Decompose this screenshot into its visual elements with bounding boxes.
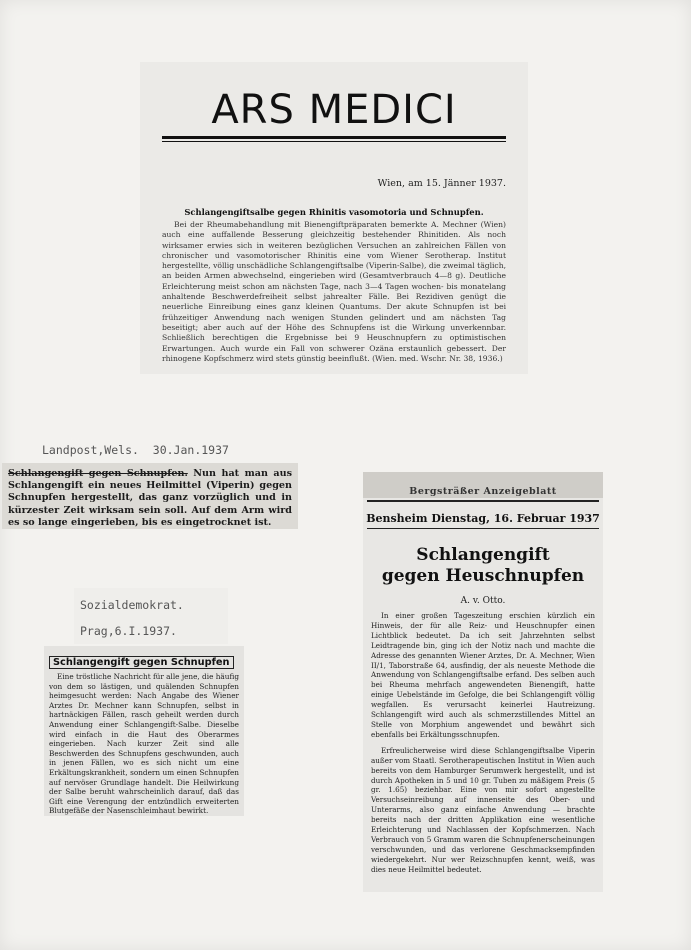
bergstraesser-paper-name: Bergsträßer Anzeigeblatt [363,472,603,498]
bergstraesser-author: A. v. Otto. [460,596,506,606]
sozialdemokrat-clipping [44,646,244,816]
landpost-text: Nun hat man aus Schlangengift ein neues Heilmittel (Viperin) gegen Schnupfen hergestellt, das ganz vorzüglich und in kürzester Zeit wirksam sein soll. Auf dem Arm wird es so lange eingerieben, bis es eingetrocknet ist. [8,468,292,528]
sozialdemokrat-header [74,588,228,644]
ars-medici-clipping [140,62,528,374]
landpost-lead: Schlangengift gegen Schnupfen. [8,468,188,479]
sozialdemokrat-body: Eine tröstliche Nachricht für alle jene, die häufig von dem so lästigen, und quälenden Schnupfen heimgesucht werden: Nach Angabe des Wiener Arztes Dr. Mechner kann Schnupfen, selbst in hartnäckigen Fällen, rasch geheilt werden durch Anwendung einer Schlangengift-Salbe. Dieselbe wird einfach in die Haut des Oberarmes eingerieben. Nach kurzer Zeit sind alle Beschwerden des Schnupfens geschwunden, auch in jenen Fällen, wo es sich nicht um eine Erkältungskrankheit, sondern um einen Schnupfen auf nervöser Grundlage handelt. Die Heilwirkung der Salbe beruht wahrscheinlich darauf, daß das Gift eine Verengung der entzündlich erweiterten Blutgefäße der Nasenschleimhaut bewirkt. [49,672,239,816]
masthead-rule [162,136,506,139]
bergstraesser-paragraph-1: In einer großen Tageszeitung erschien kürzlich ein Hinweis, der für alle Reiz- und Heuschnupfer einen Lichtblick bedeutet. Da ich seit Jahrzehnten selbst Leidtragende bin, ging ich der Notiz nach und machte die Adresse des genannten Wiener Arztes, Dr. A. Mechner, Wien II/1, Taborstraße 64, ausfindig, der als neueste Methode die Anwendung von Schlangengiftsalbe erfand. Des selben auch bei Rheuma mehrfach angewendeten Bienengift, hatte einige Uebelstände im Gefolge, die bei Schlangengift völlig wegfallen. Es verursacht keinerlei Hautreizung. Schlangengift wird auch als schmerzstillendes Mittel an Stelle von Morphium angewendet und bewährt sich ebenfalls bei Erkältungsschnupfen. [371,611,595,739]
bergstraesser-clipping [363,472,603,892]
masthead-rule-thin [162,141,506,142]
landpost-header: Landpost,Wels. 30.Jan.1937 [42,443,229,457]
bergstraesser-dateline: Bensheim Dienstag, 16. Februar 1937 [366,512,600,525]
sozialdemokrat-paper-name: Sozialdemokrat. [80,598,184,612]
ars-medici-article-body: Bei der Rheumabehandlung mit Bienengiftpräparaten bemerkte A. Mechner (Wien) auch eine auffallende Besserung gleichzeitig bestehender Rhinitiden. Als noch wirksamer erwies sich in weiteren bezüglichen Versuchen an zahlreichen Fällen von chronischer und vasomotorischer Rhinitis eine vom Wiener Serotherap. Institut hergestellte, völlig unschädliche Schlangengiftsalbe (Viperin-Salbe), die zweimal täglich, an beiden Armen abwechselnd, eingerieben wird (Gesamtverbrauch 4—8 g). Deutliche Erleichterung meist schon am nächsten Tage, nach 3—4 Tagen wochen- bis monatelang anhaltende Beschwerdefreiheit selbst jahrealter Fälle. Bei Rezidiven genügt die neuerliche Einreibung eines ganz kleinen Quantums. Der akute Schnupfen ist bei frühzeitiger Anwendung nach wenigen Stunden gelindert und am nächsten Tag beseitigt; aber auch auf der Höhe des Schnupfens ist die Wirkung unverkennbar. Schließlich berechtigen die Ergebnisse bei 9 Heuschnupfern zu optimistischen Erwartungen. Auch wurde ein Fall von schwerer Ozäna erstaunlich gebessert. Der rhinogene Kopfschmerz wird stets günstig beeinflußt. (Wien. med. Wschr. Nr. 38, 1936.) [162,220,506,363]
bergstraesser-rule [367,500,599,502]
bergstraesser-rule-thin [367,528,599,529]
headline-line-2: gegen Heuschnupfen [381,566,585,586]
bergstraesser-paragraph-2: Erfreulicherweise wird diese Schlangengiftsalbe Viperin außer vom Staatl. Serotherapeutischen Institut in Wien auch bereits von dem Hamburger Serumwerk hergestellt, und ist durch Apotheken in 5 und 10 gr. Tuben zu mäßigem Preis (5 gr. 1.65) beziehbar. Eine von mir sofort angestellte Versuchseinreibung auf innenseite des Ober- und Unterarms, also ganz einfache Anwendung — brachte bereits nach der dritten Applikation eine wesentliche Erleichterung und Nachlassen der Kopfschmerzen. Nach Verbrauch von 5 Gramm waren die Schnupfenerscheinungen verschwunden, und das verlorene Geschmacksempfinden wiedergekehrt. Nur wer Reizschnupfen kennt, weiß, was dies neue Heilmittel bedeutet. [371,745,595,874]
ars-medici-date: Wien, am 15. Jänner 1937. [377,178,506,189]
sozialdemokrat-title: Schlangengift gegen Schnupfen [49,656,234,669]
ars-medici-masthead: ARS MEDICI [211,87,457,133]
landpost-clipping [2,463,298,529]
landpost-body [8,468,292,529]
ars-medici-article-title: Schlangengiftsalbe gegen Rhinitis vasomotoria und Schnupfen. [184,207,484,217]
bergstraesser-body [363,611,603,875]
headline-line-1: Schlangengift [416,545,550,565]
bergstraesser-headline [363,545,603,587]
sozialdemokrat-dateline: Prag,6.I.1937. [80,624,177,638]
